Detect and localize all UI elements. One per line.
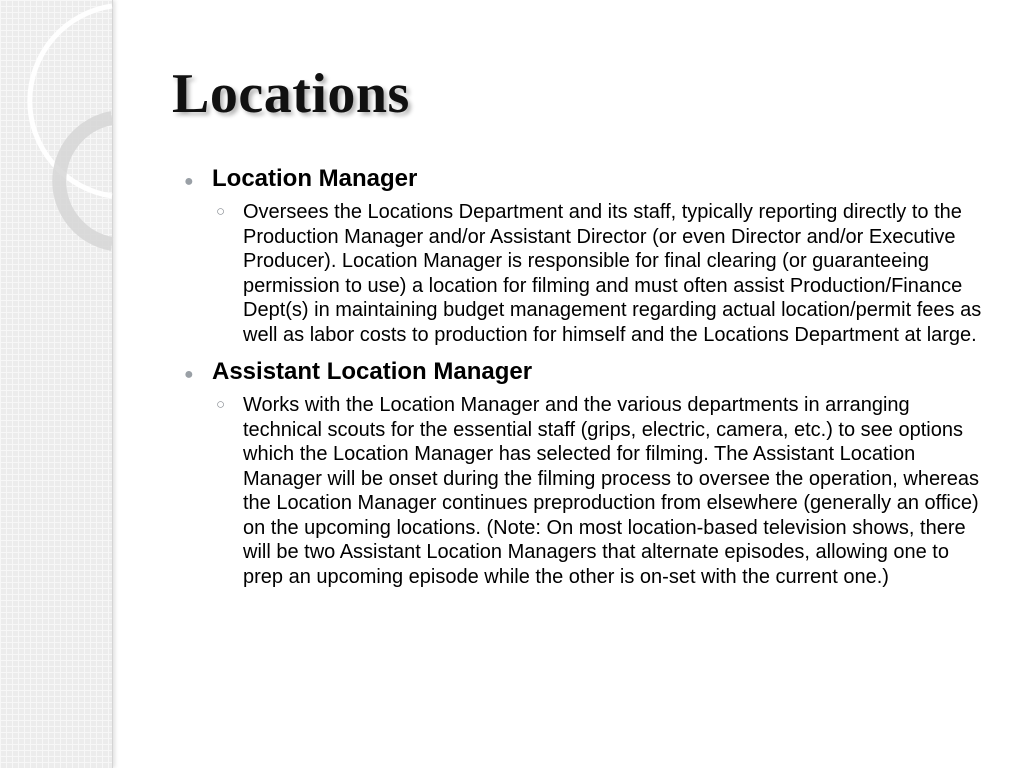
filled-circle-bullet-icon: ● <box>184 366 194 383</box>
bullet-item-assistant-location-manager <box>184 357 984 387</box>
hollow-circle-bullet-icon: ○ <box>216 396 226 413</box>
sub-bullet-item <box>216 393 984 589</box>
slide-content <box>184 164 984 599</box>
sub-bullet-text: Oversees the Locations Department and its staff, typically reporting directly to the Production Manager and/or Assistant Director (or even Director and/or Executive Producer). Location Manager is responsible for final clearing (or guaranteeing permission to use) a location for filming and must often assist Production/Finance Dept(s) in maintaining budget management regarding actual location/permit fees as well as labor costs to production for himself and the Locations Department at large. <box>243 201 982 346</box>
filled-circle-bullet-icon: ● <box>184 173 194 190</box>
decorative-rings-graphic <box>0 0 140 768</box>
sub-bullet-text: Works with the Location Manager and the various departments in arranging technical scouts for the essential staff (grips, electric, camera, etc.) to see options which the Location Manager has selected for filming. The Assistant Location Manager will be onset during the filming process to oversee the operation, whereas the Location Manager continues preproduction from elsewhere (generally an office) on the upcoming locations. (Note: On most location-based television shows, there will be two Assistant Location Managers that alternate episodes, allowing one to prep an upcoming episode while the other is on-set with the current one.) <box>243 394 979 588</box>
sub-bullet-item <box>216 200 984 347</box>
bullet-item-location-manager <box>184 164 984 194</box>
slide-title: Locations <box>172 63 410 125</box>
bullet-heading: Location Manager <box>212 165 418 192</box>
bullet-heading: Assistant Location Manager <box>212 358 533 385</box>
hollow-circle-bullet-icon: ○ <box>216 203 226 220</box>
